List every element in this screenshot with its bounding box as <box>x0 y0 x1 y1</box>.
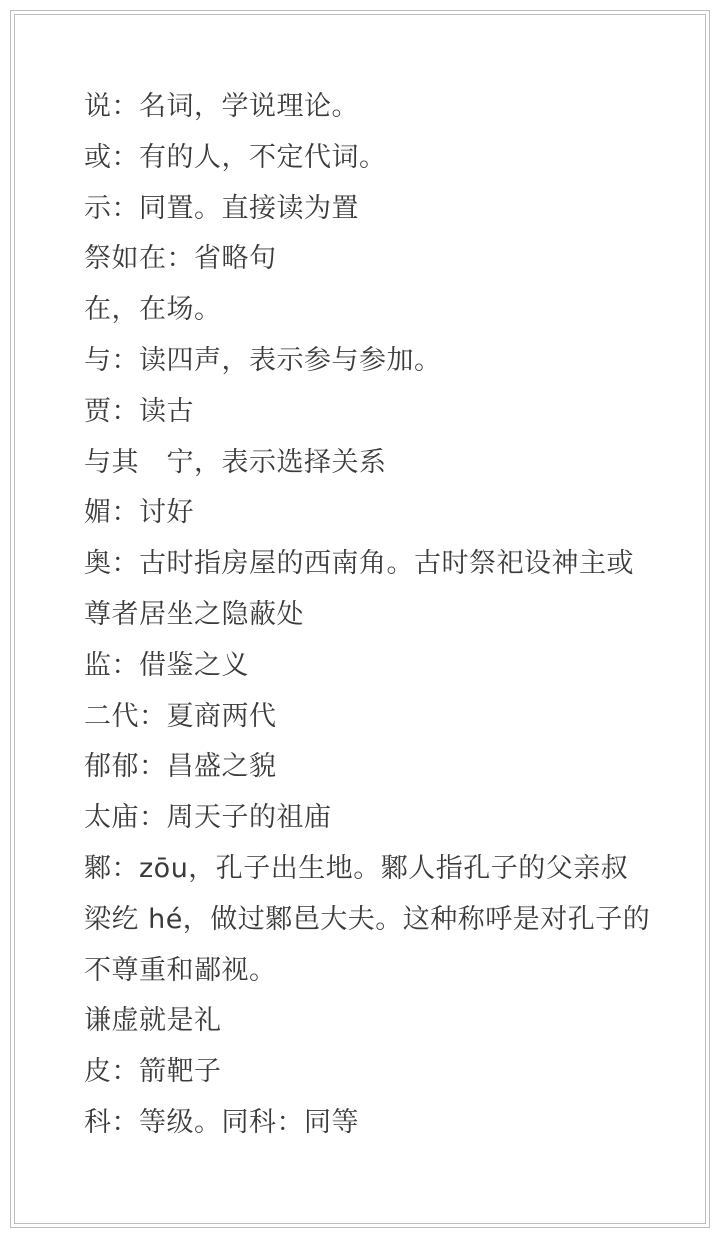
annotation-text <box>84 82 654 1149</box>
text-line: 皮：箭靶子 <box>84 1056 222 1088</box>
text-line: 祭如在：省略句 <box>84 243 277 275</box>
text-line: 科：等级。同科：同等 <box>84 1106 359 1138</box>
text-line: 奥：古时指房屋的西南角。古时祭祀设神主或尊者居坐之隐蔽处 <box>84 548 634 630</box>
text-line: 与：读四声，表示参与参加。 <box>84 344 442 376</box>
text-line: 媚：讨好 <box>84 497 194 529</box>
text-line: 太庙：周天子的祖庙 <box>84 802 332 834</box>
text-line: 示：同置。直接读为置 <box>84 192 359 224</box>
text-line: 谦虚就是礼 <box>84 1005 222 1037</box>
text-line: 鄹：zōu，孔子出生地。鄹人指孔子的父亲叔梁纥 hé，做过鄹邑大夫。这种称呼是对孔子的不尊重和鄙视。 <box>84 852 651 986</box>
text-line: 郁郁：昌盛之貌 <box>84 751 277 783</box>
text-line: 或：有的人，不定代词。 <box>84 141 387 173</box>
text-line: 二代：夏商两代 <box>84 700 277 732</box>
text-line: 说：名词，学说理论。 <box>84 91 359 122</box>
text-line: 在，在场。 <box>84 294 222 326</box>
text-line: 贾：读古 <box>84 395 194 427</box>
text-line: 与其 宁，表示选择关系 <box>84 446 387 478</box>
text-line: 监：借鉴之义 <box>84 649 249 681</box>
